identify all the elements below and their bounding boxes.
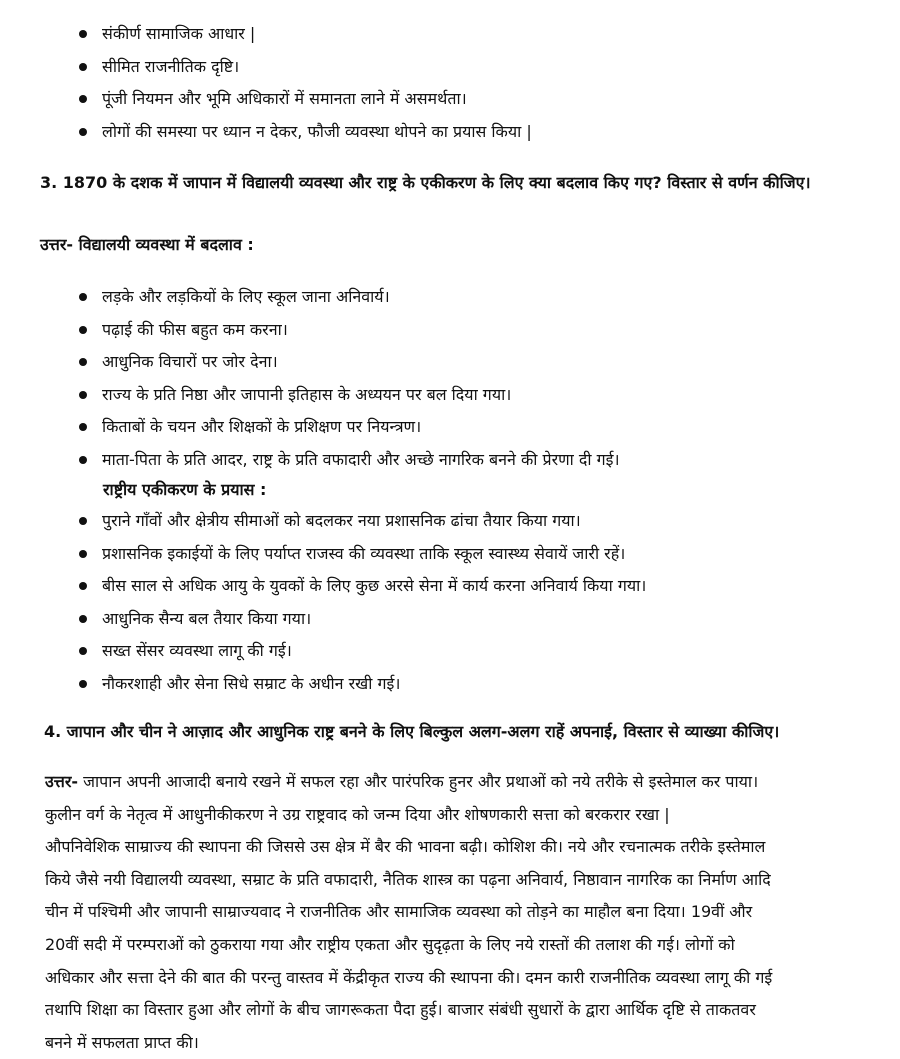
question-4-heading: 4. जापान और चीन ने आज़ाद और आधुनिक राष्ट्र बनने के लिए बिल्कुल अलग-अलग राहें अपनाई, विस्तार से व्याख्या कीजिए। — [44, 722, 780, 741]
list-item: लड़के और लड़कियों के लिए स्कूल जाना अनिवार्य। — [0, 281, 880, 314]
list-item: संकीर्ण सामाजिक आधार | — [0, 18, 880, 51]
list-item: नौकरशाही और सेना सिधे सम्राट के अधीन रखी गई। — [0, 668, 880, 701]
list-item: आधुनिक विचारों पर जोर देना। — [0, 346, 880, 379]
answer-4-paragraph — [45, 766, 865, 1059]
integration-efforts-list — [0, 505, 880, 700]
answer-4-line: 20वीं सदी में परम्पराओं को ठुकराया गया और राष्ट्रीय एकता और सुदृढ़ता के लिए नये रास्तों की तलाश की गई। लोगों को — [45, 934, 735, 954]
list-item: आधुनिक सैन्य बल तैयार किया गया। — [0, 603, 880, 636]
answer-text: जापान अपनी आजादी बनाये रखने में सफल रहा और पारंपरिक हुनर और प्रथाओं को नये तरीके से इस्तेमाल कर पाया। — [78, 772, 759, 791]
integration-subheading: राष्ट्रीय एकीकरण के प्रयास : — [103, 480, 267, 499]
answer-4-line: बनने में सफलता प्राप्त की। — [45, 1032, 199, 1052]
answer-4-line: औपनिवेशिक साम्राज्य की स्थापना की जिससे उस क्षेत्र में बैर की भावना बढ़ी। कोशिश की। नये और रचनात्मक तरीके इस्तेमाल — [45, 837, 766, 857]
list-item: लोगों की समस्या पर ध्यान न देकर, फौजी व्यवस्था थोपने का प्रयास किया | — [0, 116, 880, 149]
answer-4-line: किये जैसे नयी विद्यालयी व्यवस्था, सम्राट के प्रति वफादारी, नैतिक शास्त्र का पढ़ना अनिवार्य, निष्ठावान नागरिक का निर्माण आदि — [45, 869, 771, 889]
answer-4-line: कुलीन वर्ग के नेतृत्व में आधुनीकीकरण ने उग्र राष्ट्रवाद को जन्म दिया और शोषणकारी सत्ता को बरकरार रखा | — [45, 804, 670, 824]
list-item: बीस साल से अधिक आयु के युवकों के लिए कुछ अरसे सेना में कार्य करना अनिवार्य किया गया। — [0, 570, 880, 603]
list-item: सीमित राजनीतिक दृष्टि। — [0, 51, 880, 84]
question-3-heading: 3. 1870 के दशक में जापान में विद्यालयी व्यवस्था और राष्ट्र के एकीकरण के लिए क्या बदलाव किए गए? विस्तार से वर्णन कीजिए। — [40, 173, 811, 192]
list-item: पुराने गाँवों और क्षेत्रीय सीमाओं को बदलकर नया प्रशासनिक ढांचा तैयार किया गया। — [0, 505, 880, 538]
top-bullet-list — [0, 18, 880, 148]
answer-4-line-1 — [45, 766, 865, 799]
school-changes-list — [0, 281, 880, 476]
list-item: माता-पिता के प्रति आदर, राष्ट्र के प्रति वफादारी और अच्छे नागरिक बनने की प्रेरणा दी गई। — [0, 444, 880, 477]
answer-3-heading: उत्तर- विद्यालयी व्यवस्था में बदलाव : — [40, 235, 254, 254]
list-item: सख्त सेंसर व्यवस्था लागू की गई। — [0, 635, 880, 668]
answer-4-line: चीन में पश्चिमी और जापानी साम्राज्यवाद ने राजनीतिक और सामाजिक व्यवस्था को तोड़ने का माहौल बना दिया। 19वीं और — [45, 902, 753, 922]
list-item: राज्य के प्रति निष्ठा और जापानी इतिहास के अध्ययन पर बल दिया गया। — [0, 379, 880, 412]
answer-label: उत्तर- — [45, 772, 79, 791]
answer-4-line: अधिकार और सत्ता देने की बात की परन्तु वास्तव में केंद्रीकृत राज्य की स्थापना की। दमन कारी राजनीतिक व्यवस्था लागू की गई — [45, 967, 773, 987]
answer-4-line: तथापि शिक्षा का विस्तार हुआ और लोगों के बीच जागरूकता पैदा हुई। बाजार संबंधी सुधारों के द्वारा आर्थिक दृष्टि से ताकतवर — [45, 1000, 756, 1020]
list-item: पूंजी नियमन और भूमि अधिकारों में समानता लाने में असमर्थता। — [0, 83, 880, 116]
list-item: पढ़ाई की फीस बहुत कम करना। — [0, 314, 880, 347]
list-item: किताबों के चयन और शिक्षकों के प्रशिक्षण पर नियन्त्रण। — [0, 411, 880, 444]
list-item: प्रशासनिक इकाईयों के लिए पर्याप्त राजस्व की व्यवस्था ताकि स्कूल स्वास्थ्य सेवायें जारी रहें। — [0, 538, 880, 571]
